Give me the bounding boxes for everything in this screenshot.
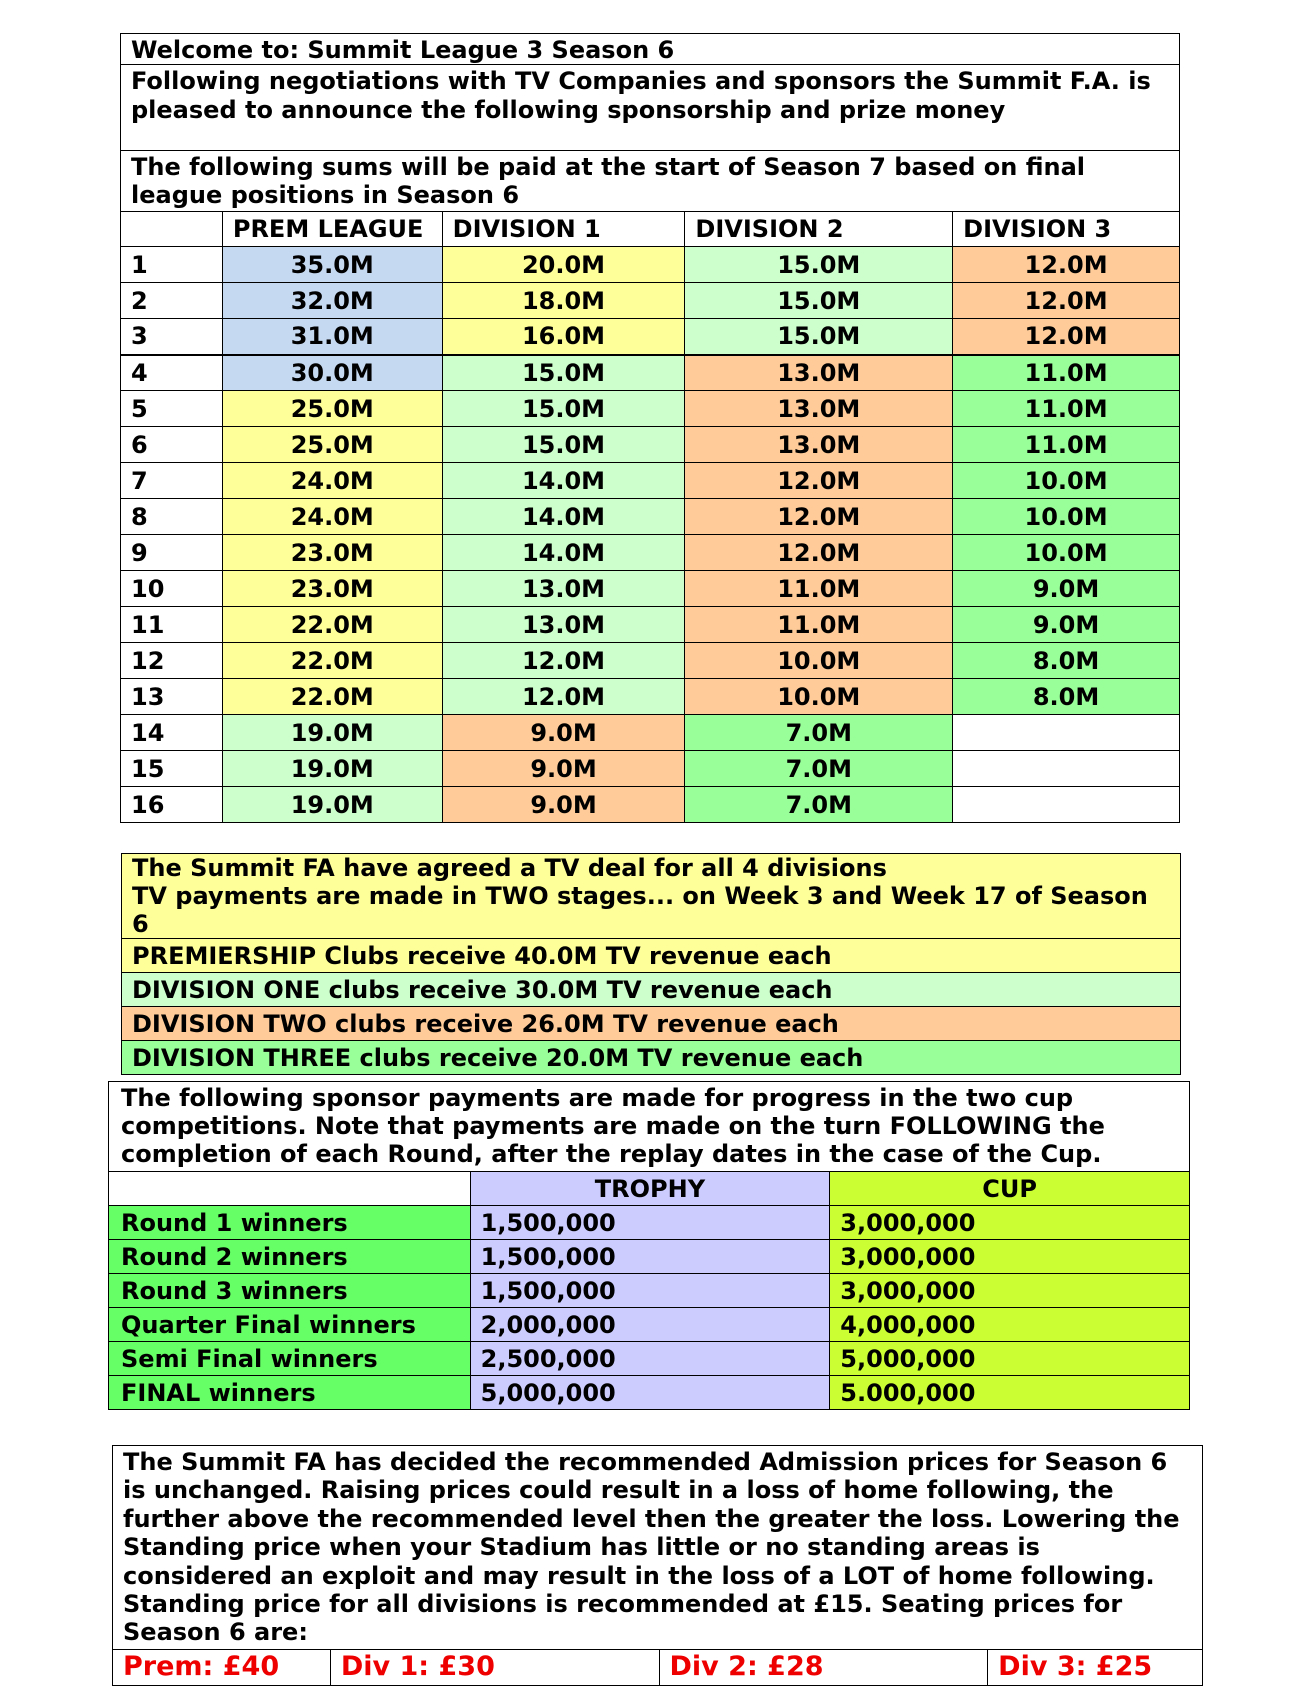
- prize-div1-cell: 20.0M: [442, 247, 685, 283]
- prize-div1-cell: 15.0M: [442, 391, 685, 427]
- prize-div1-cell: 18.0M: [442, 283, 685, 319]
- prize-prem-cell: 22.0M: [222, 643, 442, 679]
- welcome-title: Welcome to: Summit League 3 Season 6: [121, 34, 1180, 65]
- prize-div2-cell: 12.0M: [685, 535, 953, 571]
- price-div1: Div 1: £30: [330, 1649, 659, 1685]
- price-div2: Div 2: £28: [659, 1649, 988, 1685]
- prize-row: [121, 391, 1180, 427]
- position-cell: 1: [121, 247, 223, 283]
- prize-div2-cell: 13.0M: [685, 355, 953, 391]
- prize-prem-cell: 32.0M: [222, 283, 442, 319]
- prize-div3-cell: 11.0M: [953, 391, 1180, 427]
- position-cell: 15: [121, 751, 223, 787]
- cup-trophy-value: 2,500,000: [470, 1342, 830, 1376]
- tv-deal-line1: The Summit FA have agreed a TV deal for all 4 divisions: [132, 854, 887, 882]
- prize-prem-cell: 19.0M: [222, 751, 442, 787]
- prize-row: [121, 643, 1180, 679]
- position-cell: 11: [121, 607, 223, 643]
- prize-prem-cell: 24.0M: [222, 463, 442, 499]
- prize-div1-cell: 9.0M: [442, 751, 685, 787]
- position-cell: 14: [121, 715, 223, 751]
- prize-div3-cell: [953, 787, 1180, 823]
- prize-div3-cell: 8.0M: [953, 643, 1180, 679]
- prize-div1-cell: 14.0M: [442, 499, 685, 535]
- prize-prem-cell: 24.0M: [222, 499, 442, 535]
- seating-prices-row: [113, 1649, 1203, 1685]
- prize-prem-cell: 30.0M: [222, 355, 442, 391]
- position-cell: 7: [121, 463, 223, 499]
- prize-row: [121, 535, 1180, 571]
- prize-row: [121, 463, 1180, 499]
- prize-prem-cell: 25.0M: [222, 391, 442, 427]
- tv-deal-box: [121, 853, 1181, 1075]
- sums-note: The following sums will be paid at the start of Season 7 based on final league positions in Season 6: [121, 151, 1180, 212]
- cup-round-label: Round 1 winners: [109, 1206, 471, 1240]
- position-cell: 16: [121, 787, 223, 823]
- position-cell: 9: [121, 535, 223, 571]
- position-cell: 3: [121, 319, 223, 355]
- prize-row: [121, 607, 1180, 643]
- prize-div3-cell: 10.0M: [953, 535, 1180, 571]
- prize-div2-cell: 15.0M: [685, 319, 953, 355]
- cup-round-label: Round 2 winners: [109, 1240, 471, 1274]
- prize-row: [121, 787, 1180, 823]
- header-div2: DIVISION 2: [685, 212, 953, 247]
- price-div3: Div 3: £25: [988, 1649, 1203, 1685]
- prize-div1-cell: 15.0M: [442, 355, 685, 391]
- cup-header-row: [109, 1172, 1190, 1206]
- prize-div3-cell: 11.0M: [953, 355, 1180, 391]
- cup-row: [109, 1376, 1190, 1410]
- admission-box: [112, 1445, 1203, 1686]
- prize-prem-cell: 22.0M: [222, 607, 442, 643]
- position-cell: 5: [121, 391, 223, 427]
- prize-div1-cell: 16.0M: [442, 319, 685, 355]
- prize-div3-cell: 12.0M: [953, 247, 1180, 283]
- prize-div2-cell: 13.0M: [685, 391, 953, 427]
- prize-row: [121, 751, 1180, 787]
- cup-intro-text: The following sponsor payments are made for progress in the two cup competitions. Note that payments are made on the turn FOLLOWING the completion of each Round, after the replay dates in the case of the Cup.: [109, 1082, 1190, 1172]
- prize-prem-cell: 35.0M: [222, 247, 442, 283]
- cup-round-label: Round 3 winners: [109, 1274, 471, 1308]
- position-cell: 4: [121, 355, 223, 391]
- prize-prem-cell: 31.0M: [222, 319, 442, 355]
- position-cell: 12: [121, 643, 223, 679]
- prize-div2-cell: 10.0M: [685, 679, 953, 715]
- tv-division-line: DIVISION ONE clubs receive 30.0M TV revenue each: [122, 973, 1181, 1007]
- tv-division-line: DIVISION THREE clubs receive 20.0M TV revenue each: [122, 1041, 1181, 1075]
- prize-div1-cell: 13.0M: [442, 571, 685, 607]
- prize-div2-cell: 13.0M: [685, 427, 953, 463]
- prize-div3-cell: 11.0M: [953, 427, 1180, 463]
- price-prem: Prem: £40: [113, 1649, 331, 1685]
- prize-div3-cell: [953, 715, 1180, 751]
- cup-row: [109, 1274, 1190, 1308]
- prize-div1-cell: 12.0M: [442, 643, 685, 679]
- tv-division-lines: [122, 939, 1181, 1075]
- cup-cup-value: 3,000,000: [830, 1206, 1190, 1240]
- prize-div1-cell: 9.0M: [442, 787, 685, 823]
- prize-div3-cell: 9.0M: [953, 571, 1180, 607]
- tv-deal-line2: TV payments are made in TWO stages... on Week 3 and Week 17 of Season 6: [132, 882, 1148, 938]
- cup-row: [109, 1206, 1190, 1240]
- prize-prem-cell: 19.0M: [222, 787, 442, 823]
- cup-trophy-value: 1,500,000: [470, 1240, 830, 1274]
- cup-row: [109, 1342, 1190, 1376]
- cup-rows: [109, 1206, 1190, 1410]
- position-cell: 8: [121, 499, 223, 535]
- prize-div2-cell: 11.0M: [685, 607, 953, 643]
- prize-row: [121, 571, 1180, 607]
- prize-div2-cell: 15.0M: [685, 283, 953, 319]
- cup-header-cup: CUP: [830, 1172, 1190, 1206]
- prize-div1-cell: 15.0M: [442, 427, 685, 463]
- prize-div3-cell: [953, 751, 1180, 787]
- cup-cup-value: 3,000,000: [830, 1240, 1190, 1274]
- prize-div3-cell: 9.0M: [953, 607, 1180, 643]
- prize-div3-cell: 10.0M: [953, 499, 1180, 535]
- position-cell: 10: [121, 571, 223, 607]
- prize-div1-cell: 14.0M: [442, 463, 685, 499]
- header-div1: DIVISION 1: [442, 212, 685, 247]
- prize-div1-cell: 12.0M: [442, 679, 685, 715]
- prize-div2-cell: 12.0M: [685, 499, 953, 535]
- prize-prem-cell: 23.0M: [222, 571, 442, 607]
- prize-div2-cell: 7.0M: [685, 787, 953, 823]
- prize-row: [121, 319, 1180, 355]
- cup-header-trophy: TROPHY: [470, 1172, 830, 1206]
- admission-text: The Summit FA has decided the recommended Admission prices for Season 6 is unchanged. Raising prices could result in a loss of home following, the further above the recommended level then the greater the loss. Lowering the Standing price when your Stadium has little or no standing areas is considered an exploit and may result in the loss of a LOT of home following. Standing price for all divisions is recommended at £15. Seating prices for Season 6 are:: [113, 1446, 1203, 1650]
- prize-div1-cell: 14.0M: [442, 535, 685, 571]
- prize-div2-cell: 11.0M: [685, 571, 953, 607]
- prize-row: [121, 283, 1180, 319]
- cup-row: [109, 1240, 1190, 1274]
- prize-row: [121, 679, 1180, 715]
- prize-div1-cell: 9.0M: [442, 715, 685, 751]
- cup-cup-value: 4,000,000: [830, 1308, 1190, 1342]
- division-header-row: [121, 212, 1180, 247]
- prize-row: [121, 427, 1180, 463]
- prize-money-table: [120, 33, 1180, 823]
- position-cell: 6: [121, 427, 223, 463]
- prize-row: [121, 499, 1180, 535]
- prize-div1-cell: 13.0M: [442, 607, 685, 643]
- prize-div2-cell: 12.0M: [685, 463, 953, 499]
- prize-prem-cell: 22.0M: [222, 679, 442, 715]
- prize-div3-cell: 8.0M: [953, 679, 1180, 715]
- prize-div3-cell: 12.0M: [953, 319, 1180, 355]
- cup-trophy-value: 2,000,000: [470, 1308, 830, 1342]
- tv-division-line: DIVISION TWO clubs receive 26.0M TV revenue each: [122, 1007, 1181, 1041]
- prize-div3-cell: 10.0M: [953, 463, 1180, 499]
- cup-round-label: Quarter Final winners: [109, 1308, 471, 1342]
- prize-prem-cell: 25.0M: [222, 427, 442, 463]
- position-header: [121, 212, 223, 247]
- tv-deal-intro: [122, 854, 1181, 939]
- cup-header-blank: [109, 1172, 471, 1206]
- prize-row: [121, 247, 1180, 283]
- cup-cup-value: 5,000,000: [830, 1342, 1190, 1376]
- cup-payments-table: [108, 1081, 1190, 1410]
- cup-row: [109, 1308, 1190, 1342]
- cup-trophy-value: 1,500,000: [470, 1274, 830, 1308]
- prize-prem-cell: 19.0M: [222, 715, 442, 751]
- prize-row: [121, 715, 1180, 751]
- cup-trophy-value: 5,000,000: [470, 1376, 830, 1410]
- position-cell: 2: [121, 283, 223, 319]
- prize-prem-cell: 23.0M: [222, 535, 442, 571]
- prize-div2-cell: 10.0M: [685, 643, 953, 679]
- prize-div2-cell: 7.0M: [685, 715, 953, 751]
- cup-round-label: FINAL winners: [109, 1376, 471, 1410]
- prize-div2-cell: 15.0M: [685, 247, 953, 283]
- cup-cup-value: 5.000,000: [830, 1376, 1190, 1410]
- header-div3: DIVISION 3: [953, 212, 1180, 247]
- tv-division-line: PREMIERSHIP Clubs receive 40.0M TV revenue each: [122, 939, 1181, 973]
- header-prem: PREM LEAGUE: [222, 212, 442, 247]
- prize-rows: [121, 247, 1180, 823]
- cup-trophy-value: 1,500,000: [470, 1206, 830, 1240]
- prize-div2-cell: 7.0M: [685, 751, 953, 787]
- cup-round-label: Semi Final winners: [109, 1342, 471, 1376]
- prize-row: [121, 355, 1180, 391]
- prize-div3-cell: 12.0M: [953, 283, 1180, 319]
- cup-cup-value: 3,000,000: [830, 1274, 1190, 1308]
- position-cell: 13: [121, 679, 223, 715]
- intro-text: Following negotiations with TV Companies and sponsors the Summit F.A. is pleased to announce the following sponsorship and prize money: [121, 65, 1180, 151]
